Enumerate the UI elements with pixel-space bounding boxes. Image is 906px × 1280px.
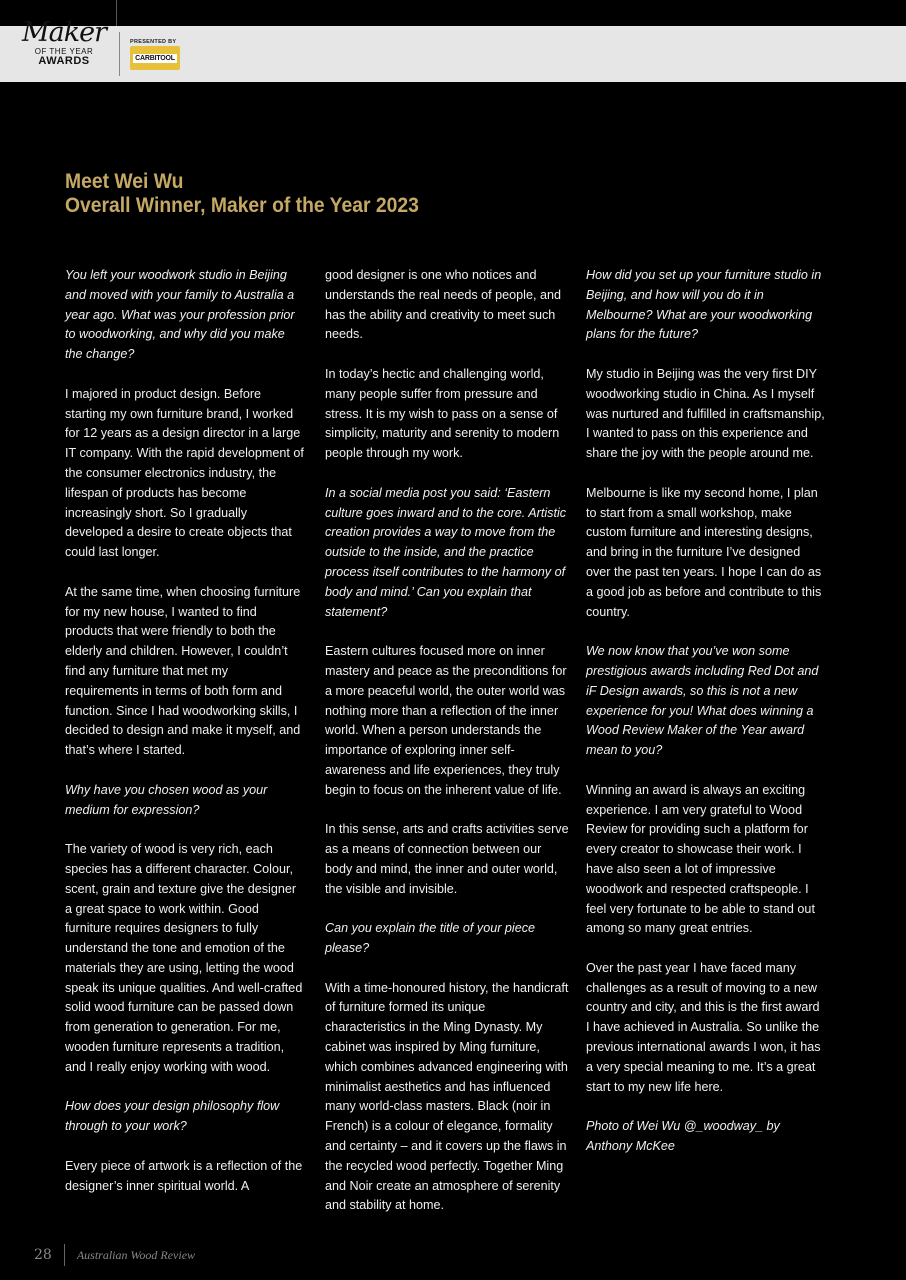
answer-paragraph: I majored in product design. Before starting my own furniture brand, I worked for 12 years as a design director in a large IT company. With the rapid development of the consumer electronics industry, the lifespan of products has become increasingly short. So I gradually developed a desire to create objects that could last longer.	[65, 386, 304, 560]
sponsor-name: CARBITOOL	[135, 54, 175, 62]
magazine-name: Australian Wood Review	[76, 1247, 196, 1262]
article-title	[65, 170, 419, 218]
top-strip	[0, 0, 906, 26]
top-divider	[116, 0, 117, 26]
answer-paragraph: Every piece of artwork is a reflection of the designer’s inner spiritual world. A	[65, 1158, 303, 1193]
answer-paragraph: In today’s hectic and challenging world, many people suffer from pressure and stress. It is my wish to pass on a sense of simplicity, maturity and serenity to modern people through my work.	[325, 366, 560, 461]
logo-subtitle: OF THE YEAR	[34, 47, 94, 56]
logo-awards: AWARDS	[38, 55, 90, 67]
page-footer	[34, 1244, 195, 1266]
question-paragraph: Can you explain the title of your piece please?	[325, 921, 536, 956]
answer-paragraph: At the same time, when choosing furniture for my new house, I wanted to find products that were friendly to both the elderly and children. However, I couldn’t find any furniture that met my requirements in terms of both form and function. Since I had woodworking skills, I decided to design and make it myself, and that’s where I started.	[65, 584, 301, 758]
question-paragraph: We now know that you’ve won some prestigious awards including Red Dot and iF Design awards, so this is not a new experience for you! What does winning a Wood Review Maker of the Year award mean to you?	[586, 644, 819, 758]
answer-paragraph: The variety of wood is very rich, each species has a different character. Colour, scent, grain and texture give the designer a great space to work within. Good furniture requires designers to fully understand the tone and emotion of the materials they are using, letting the wood speak its unique qualities. And well-crafted solid wood furniture can be passed down from generation to generation. For me, wooden furniture represents a tradition, and I really enjoy working with wood.	[65, 842, 303, 1074]
answer-paragraph: In this sense, arts and crafts activities serve as a means of connection between our body and mind, the inner and outer world, the visible and invisible.	[325, 822, 569, 896]
answer-paragraph: Melbourne is like my second home, I plan to start from a small workshop, make custom furniture and interesting designs, and bring in the furniture I’ve designed over the past ten years. I hope I can do as a good job as before and contribute to this country.	[586, 485, 822, 619]
presented-by-label: PRESENTED BY	[130, 39, 177, 45]
answer-paragraph: Winning an award is always an exciting experience. I am very grateful to Wood Review for providing such a platform for every creator to showcase their work. I have also seen a lot of impressive woodwork and respected craftspeople. I feel very fortunate to be able to stand out among so many great entries.	[586, 782, 815, 936]
column-3	[586, 266, 826, 1177]
title-line-2: Overall Winner, Maker of the Year 2023	[65, 194, 419, 217]
answer-paragraph: My studio in Beijing was the very first DIY woodworking studio in China. As I myself was nurtured and fulfilled in craftsmanship, I wanted to pass on this experience and share the joy with the people around me.	[586, 366, 825, 461]
question-paragraph: You left your woodwork studio in Beijing and moved with your family to Australia a year ago. What was your profession prior to woodworking, and why did you make the change?	[65, 268, 295, 362]
answer-paragraph: Over the past year I have faced many challenges as a result of moving to a new country and city, and this is the first award I have achieved in Australia. So unlike the previous international awards I won, it has a very special meaning to me. It’s a great start to my new life here.	[586, 960, 821, 1094]
column-1	[65, 266, 305, 1216]
logo-script: Maker	[22, 17, 106, 48]
question-paragraph: Why have you chosen wood as your medium for expression?	[65, 782, 268, 817]
answer-paragraph: good designer is one who notices and understands the real needs of people, and has the ability and creativity to meet such needs.	[325, 268, 561, 342]
answer-paragraph: With a time-honoured history, the handicraft of furniture formed its unique characteristics in the Ming Dynasty. My cabinet was inspired by Ming furniture, which combines advanced engineering with minimalist aesthetics and has influenced many world-class masters. Black (noir in French) is a colour of elegance, formality and certainty – and it covers up the flaws in the recycled wood perfectly. Together Ming and Noir create an atmosphere of serenity and stability at home.	[325, 980, 569, 1213]
banner-divider	[119, 32, 120, 76]
page-number: 28	[34, 1247, 52, 1263]
question-paragraph: How did you set up your furniture studio in Beijing, and how will you do it in Melbourne? What are your woodworking plans for the future?	[586, 268, 822, 342]
question-paragraph: How does your design philosophy flow through to your work?	[65, 1099, 280, 1134]
answer-paragraph: Eastern cultures focused more on inner mastery and peace as the preconditions for a more peaceful world, the outer world was nothing more than a reflection of the inner world. When a person understands the importance of exploring inner self-awareness and life experiences, they truly begin to focus on the inherent value of life.	[325, 644, 567, 797]
footer-divider	[64, 1244, 65, 1266]
maker-awards-logo	[22, 17, 106, 82]
photo-credit: Photo of Wei Wu @_woodway_ by Anthony McKee	[586, 1119, 780, 1154]
column-2	[325, 266, 569, 1236]
awards-banner	[0, 17, 906, 82]
question-paragraph: In a social media post you said: ‘Eastern culture goes inward and to the core. Artistic creation provides a way to move from the outside to the inside, and the practice process itself contributes to the harmony of body and mind.’ Can you explain that statement?	[325, 485, 567, 619]
sponsor-logo	[130, 46, 180, 70]
title-line-1: Meet Wei Wu	[65, 170, 184, 193]
